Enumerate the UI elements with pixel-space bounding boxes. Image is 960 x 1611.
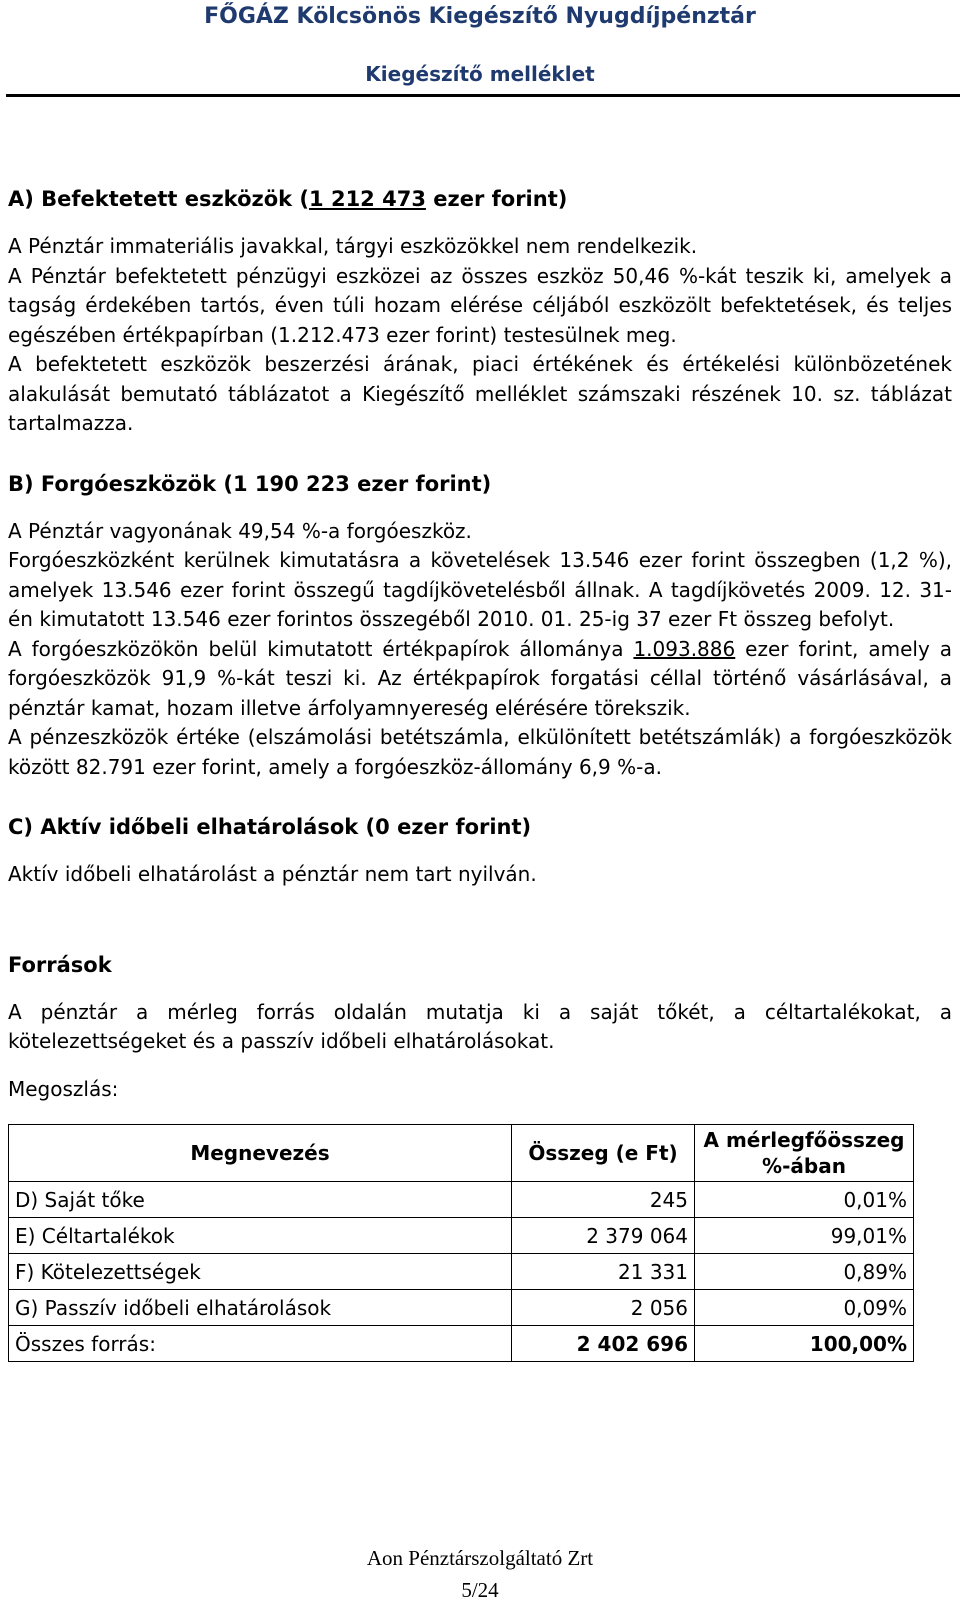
section-a-title: A) Befektetett eszközök (1 212 473 ezer forint) xyxy=(8,187,568,211)
column-header-amount: Összeg (e Ft) xyxy=(512,1125,695,1182)
distribution-label: Megoszlás: xyxy=(8,1076,119,1101)
section-b-paragraph-4: A pénzeszközök értéke (elszámolási betétszámla, elkülönített betétszámlák) a forgóeszközök között 82.791 ezer forint, amely a forgóeszköz-állomány 6,9 %-a. xyxy=(8,725,952,779)
section-b-paragraph-1: A Pénztár vagyonának 49,54 %-a forgóeszköz. xyxy=(8,518,472,543)
section-a-paragraph-1: A Pénztár immateriális javakkal, tárgyi eszközökkel nem rendelkezik. xyxy=(8,234,698,258)
section-a-amount: 1 212 473 xyxy=(309,187,426,211)
sources-title: Források xyxy=(8,952,112,977)
section-c-title: C) Aktív időbeli elhatárolások (0 ezer forint) xyxy=(8,815,532,839)
securities-amount: 1.093.886 xyxy=(633,636,736,661)
row-amount: 245 xyxy=(512,1182,695,1218)
row-amount: 2 056 xyxy=(512,1290,695,1326)
document-subtitle: Kiegészítő melléklet xyxy=(365,62,595,86)
table-total-row xyxy=(9,1326,914,1362)
section-a-paragraph-2: A Pénztár befektetett pénzügyi eszközei az összes eszköz 50,46 %-kát teszik ki, amelyek a tagság érdekében tartós, éven túli hozam elérése céljából eszközölt befektetések, és teljes egészében értékpapírban (1.212.473 ezer forint) testesülnek meg. xyxy=(8,263,952,347)
page-content xyxy=(8,184,952,1362)
table-row xyxy=(9,1182,914,1218)
total-percent: 100,00% xyxy=(695,1326,914,1362)
section-b-paragraph-3: A forgóeszközökön belül kimutatott értékpapírok állománya 1.093.886 ezer forint, amely a forgóeszközök 91,9 %-kát teszi ki. Az értékpapírok forgatási céllal történő vásárlásával, a pénztár kamat, hozam illetve árfolyamnyereség elérésére törekszik. xyxy=(8,636,952,720)
row-name: F) Kötelezettségek xyxy=(9,1254,512,1290)
row-percent: 0,01% xyxy=(695,1182,914,1218)
table-row xyxy=(9,1218,914,1254)
row-amount: 21 331 xyxy=(512,1254,695,1290)
row-name: G) Passzív időbeli elhatárolások xyxy=(9,1290,512,1326)
column-header-percent: A mérlegfőösszeg %-ában xyxy=(695,1125,914,1182)
table-row xyxy=(9,1290,914,1326)
section-b-paragraph-2: Forgóeszközként kerülnek kimutatásra a követelések 13.546 ezer forint összegben (1,2 %), amelyek 13.546 ezer forint összegű tagdíjkövetelésből állnak. A tagdíjkövetés 2009. 12. 31-én kimutatott 13.546 ezer forintos összegéből 2010. 01. 25-ig 37 ezer Ft összeg befolyt. xyxy=(8,548,952,631)
document-title: FŐGÁZ Kölcsönös Kiegészítő Nyugdíjpénztár xyxy=(204,4,756,29)
row-percent: 0,09% xyxy=(695,1290,914,1326)
row-percent: 99,01% xyxy=(695,1218,914,1254)
footer-company: Aon Pénztárszolgáltató Zrt xyxy=(366,1546,594,1570)
section-a-paragraph-3: A befektetett eszközök beszerzési árának, piaci értékének és értékelési különbözetének alakulását bemutató táblázatot a Kiegészítő melléklet számszaki részének 10. sz. táblázat tartalmazza. xyxy=(8,352,952,435)
section-c-paragraph-1: Aktív időbeli elhatárolást a pénztár nem tart nyilván. xyxy=(8,862,537,886)
sources-paragraph-1: A pénztár a mérleg forrás oldalán mutatja ki a saját tőkét, a céltartalékokat, a kötelezettségeket és a passzív időbeli elhatárolásokat. xyxy=(8,999,952,1053)
column-header-name: Megnevezés xyxy=(9,1125,512,1182)
row-percent: 0,89% xyxy=(695,1254,914,1290)
table-row xyxy=(9,1254,914,1290)
sources-distribution-table xyxy=(8,1124,914,1362)
total-amount: 2 402 696 xyxy=(512,1326,695,1362)
row-name: E) Céltartalékok xyxy=(9,1218,512,1254)
table-header-row xyxy=(9,1125,914,1182)
total-name: Összes forrás: xyxy=(9,1326,512,1362)
header-rule xyxy=(6,94,960,97)
row-name: D) Saját tőke xyxy=(9,1182,512,1218)
section-b-title: B) Forgóeszközök (1 190 223 ezer forint) xyxy=(8,471,492,496)
page-number: 5/24 xyxy=(461,1578,499,1602)
row-amount: 2 379 064 xyxy=(512,1218,695,1254)
